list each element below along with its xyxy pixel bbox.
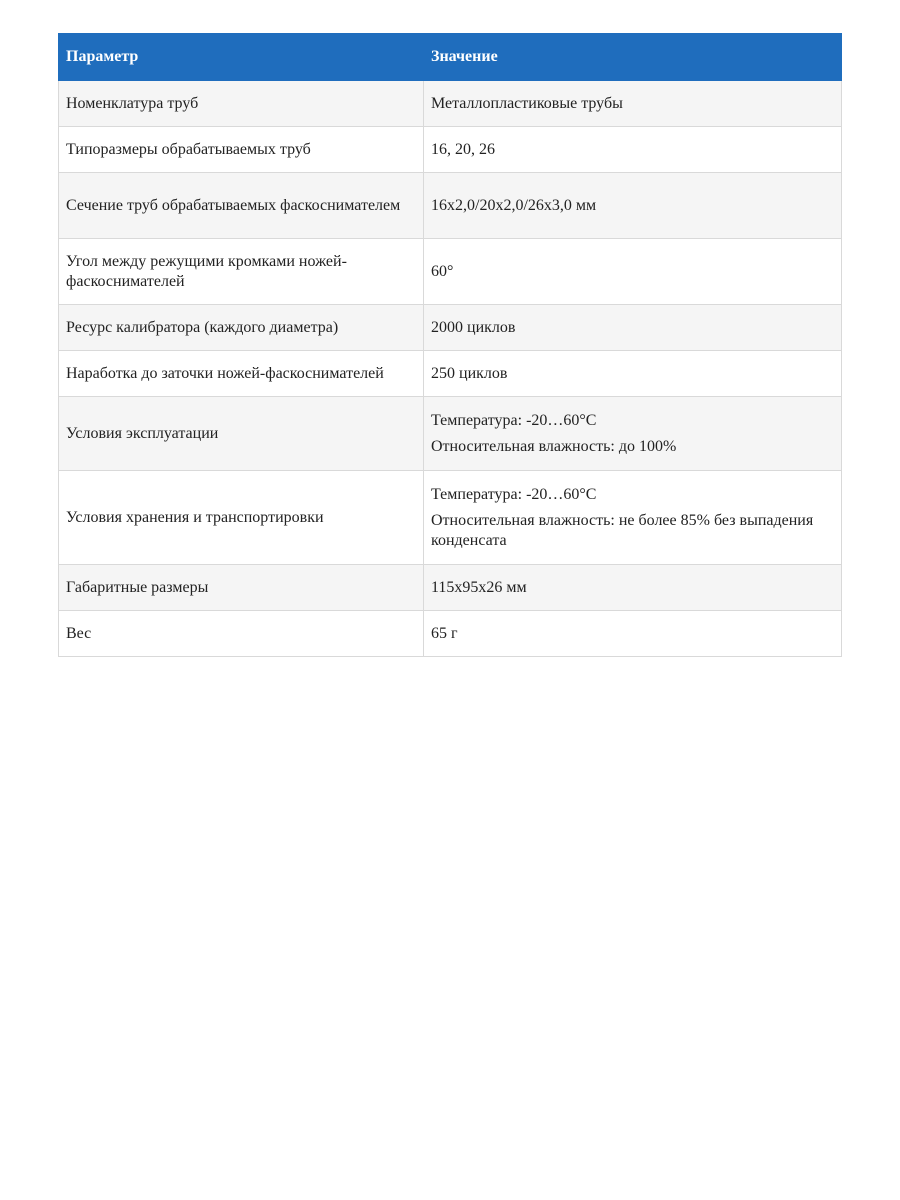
table-row (59, 239, 842, 305)
table-row (59, 565, 842, 611)
row-value-cell (424, 611, 842, 657)
table-row (59, 611, 842, 657)
table-row (59, 351, 842, 397)
table-row (59, 305, 842, 351)
row-value-text: Относительная влажность: не более 85% без выпадения конденсата (431, 511, 814, 549)
row-value-cell (424, 127, 842, 173)
table-row (59, 397, 842, 471)
row-value-text: 115x95x26 мм (431, 578, 527, 596)
row-value-cell (424, 305, 842, 351)
row-param-cell: Типоразмеры обрабатываемых труб (59, 127, 424, 173)
table-row (59, 81, 842, 127)
row-param-cell: Ресурс калибратора (каждого диаметра) (59, 305, 424, 351)
table-row (59, 127, 842, 173)
row-value-cell (424, 173, 842, 239)
table-row (59, 471, 842, 565)
row-value-cell (424, 239, 842, 305)
row-param-cell: Условия хранения и транспортировки (59, 471, 424, 565)
row-value-text: 250 циклов (431, 364, 508, 382)
row-param-cell: Угол между режущими кромками ножей-фаскоснимателей (59, 239, 424, 305)
row-value-text: Относительная влажность: до 100% (431, 437, 677, 455)
row-value-text: 16x2,0/20x2,0/26x3,0 мм (431, 196, 597, 214)
table-header-row (59, 34, 842, 81)
row-value-text: 60° (431, 262, 454, 280)
row-param-cell: Условия эксплуатации (59, 397, 424, 471)
spec-table (58, 33, 842, 657)
header-value: Значение (424, 34, 842, 81)
row-param-cell: Сечение труб обрабатываемых фаскоснимателем (59, 173, 424, 239)
row-value-text: Металлопластиковые трубы (431, 94, 623, 112)
row-value-text: 16, 20, 26 (431, 140, 495, 158)
row-param-cell: Наработка до заточки ножей-фаскоснимателей (59, 351, 424, 397)
row-param-cell: Вес (59, 611, 424, 657)
row-value-text: Температура: -20…60°С (431, 485, 597, 503)
row-value-cell (424, 81, 842, 127)
row-value-cell (424, 565, 842, 611)
table-row (59, 173, 842, 239)
row-value-cell (424, 471, 842, 565)
row-value-text: Температура: -20…60°С (431, 411, 597, 429)
row-value-text: 65 г (431, 624, 458, 642)
row-param-cell: Номенклатура труб (59, 81, 424, 127)
row-value-cell (424, 351, 842, 397)
header-param: Параметр (59, 34, 424, 81)
row-value-cell (424, 397, 842, 471)
row-value-text: 2000 циклов (431, 318, 516, 336)
row-param-cell: Габаритные размеры (59, 565, 424, 611)
